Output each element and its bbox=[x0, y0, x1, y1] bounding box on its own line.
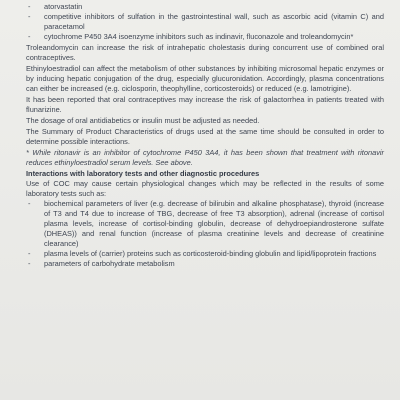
list-item bbox=[26, 32, 384, 42]
footnote: * While ritonavir is an inhibitor of cytochrome P450 3A4, it has been shown that treatment with ritonavir reduces ethinyloestradiol serum levels. See above. bbox=[26, 148, 384, 167]
list-item bbox=[26, 12, 384, 32]
paragraph: Ethinyloestradiol can affect the metabolism of other substances by inhibiting microsomal hepatic enzymes or by inducing hepatic conjugation of the drug, especially glucuronidation. Accordingly, plasma concentrations can either be increased (e.g. ciclosporin, theophylline, corticosteroids) or reduced (e.g. lamotrigine). bbox=[26, 64, 384, 93]
paragraph: The dosage of oral antidiabetics or insulin must be adjusted as needed. bbox=[26, 116, 260, 125]
leaflet-text bbox=[26, 2, 384, 269]
bullet: - bbox=[28, 12, 31, 21]
list-item-text: biochemical parameters of liver (e.g. decrease of bilirubin and alkaline phosphatase), thyroid (increase of T3 and T4 due to increase of TBG, decrease of free T3 absorption), adrenal (increase of cortisol plasma levels, increase of cortisol-binding globulin, decrease of dehydroepiandrosterone sulfate (DHEAS)) and renal function (increase of plasma creatinine levels and decrease of creatinine clearance) bbox=[44, 199, 384, 248]
section-heading: Interactions with laboratory tests and other diagnostic procedures bbox=[26, 169, 260, 178]
list-item bbox=[26, 249, 384, 259]
list-item bbox=[26, 199, 384, 249]
section-intro: Use of COC may cause certain physiological changes which may be reflected in the results of some laboratory tests such as: bbox=[26, 179, 384, 198]
bullet: - bbox=[28, 259, 31, 268]
bullet: - bbox=[28, 32, 31, 41]
list-item-text: plasma levels of (carrier) proteins such as corticosteroid-binding globulin and lipid/lipoprotein fractions bbox=[44, 249, 377, 258]
bullet: - bbox=[28, 249, 31, 258]
paragraph: The Summary of Product Characteristics of drugs used at the same time should be consulted in order to determine possible interactions. bbox=[26, 127, 384, 146]
bullet: - bbox=[28, 199, 31, 208]
list-item-text: atorvastatin bbox=[44, 2, 83, 11]
list-item bbox=[26, 259, 384, 269]
paragraph: Troleandomycin can increase the risk of intrahepatic cholestasis during concurrent use of combined oral contraceptives. bbox=[26, 43, 384, 62]
bullet: - bbox=[28, 2, 31, 11]
list-item-text: parameters of carbohydrate metabolism bbox=[44, 259, 175, 268]
paragraph: It has been reported that oral contraceptives may increase the risk of galactorrhea in patients treated with flunarizine. bbox=[26, 95, 384, 114]
list-item bbox=[26, 2, 384, 12]
list-item-text: cytochrome P450 3A4 isoenzyme inhibitors such as indinavir, fluconazole and troleandomycin* bbox=[44, 32, 354, 41]
list-item-text: competitive inhibitors of sulfation in the gastrointestinal wall, such as ascorbic acid (vitamin C) and paracetamol bbox=[44, 12, 384, 31]
